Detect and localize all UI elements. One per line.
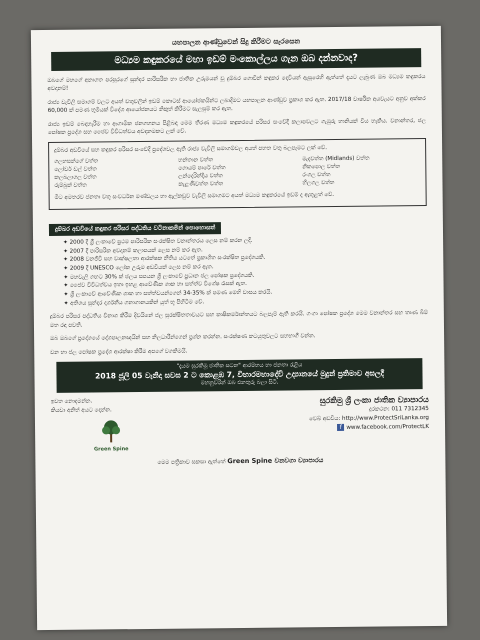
estate-item: රංගල වත්ත bbox=[302, 171, 331, 179]
list-item: ✦ 2008 වනජීවී සහ වෘක්ෂලතා ආරක්ෂක නීතිය යටතේ ප්‍රකාශිත සංරක්ෂිත ප්‍රදේශයකි. bbox=[63, 252, 427, 264]
intro-paragraph: රාජ්‍ය ඉඩම් බෙදාහැරීම හා ආගාමික ජනගහනය පිළිබඳ මෙම තීරණ මධ්‍යම කඳුකරයේ පරිසර සංවේදී කලාපවලට ගැඹුරු හානියක් විය හැකිය. වනාන්තර, ජල පෝෂක ප්‍රදේශ සහ ජෛව විවිධත්වය අවදානමකට ලක් වේ. bbox=[47, 117, 426, 136]
body-paragraph: දුම්බර පරිසර පද්ධතිය විනාශ කිරීම දිවයිනේ ජල සුරක්ෂිතතාවයට සහ කෘෂිකර්මාන්තයට බලපෑම් ඇති කරයි. ගංගා පෝෂක ප්‍රදේශ මෙම වනාන්තර සහ තෘණ බිම් මත රඳා පවතී. bbox=[49, 310, 428, 329]
website-link[interactable]: වෙබ් අඩවිය: http://www.ProtectSriLanka.org bbox=[309, 414, 429, 423]
footer-left bbox=[51, 398, 172, 455]
tree-icon bbox=[98, 418, 124, 444]
estate-item: රුම්බුක් වත්ත bbox=[54, 182, 87, 189]
footer-note: කියවා අනිත් අයට දෙන්න. bbox=[50, 407, 112, 414]
estate-item: කැළණිවත්ත වත්ත bbox=[178, 180, 224, 188]
section-heading: දුම්බර අඩවියේ කඳුකර පරිසර පද්ධතිය වටිනාකමින් පොහොසත් bbox=[49, 222, 221, 236]
organization-name: සුරකිමු ශ්‍රී ලංකා ජාතික ව්‍යාපාරය bbox=[319, 394, 429, 406]
green-spine-logo bbox=[51, 418, 171, 453]
facebook-icon: f bbox=[337, 424, 344, 431]
leaflet-subtitle: යහපාලන ආණ්ඩුවෙන් සිදු කිරීමට සැරසෙන bbox=[171, 37, 301, 47]
event-line: "දැයම සුරකිමු ජාතික සටන" ආරම්භය හා ජනතා රැළිය bbox=[176, 362, 303, 370]
event-banner bbox=[56, 358, 422, 393]
list-item: ✦ ශ්‍රී ලංකාවේ ආවේණික ශාක හා සත්ත්වයන්ගෙන් 34-35% ක් පමණ මෙහි වාසය කරයි. bbox=[64, 287, 428, 299]
list-item: ✦ 2007 දී පාරිසරික අවදානම් කලාපයක් ලෙස නම් කර ඇත. bbox=[63, 244, 427, 256]
estates-note: මීට අමතරව ජනතා වතු සංවර්ධන මණ්ඩලය හා ඇල්කඩුව වැවිලි සමාගමට අයත් මධ්‍යම කඳුකරයේ ඉඩම් ද ඇතුළත් වේ. bbox=[54, 191, 335, 201]
intro-paragraph: ඔබගේ මහගේ අනාගත පරපුරගේ සුන්දර පාරිසරික හා ජාතික උරුමයන් වූ දුම්බර ගොවින් කඳුකර දෙවියන් ඇසුරෙහි ඇත්තේ දැයට ලැබුණ ඔබ මධ්‍යම කඳුකරය අවදානම්! bbox=[47, 74, 426, 93]
facebook-url: www.facebook.com/ProtectLK bbox=[346, 423, 430, 431]
leaflet bbox=[31, 26, 447, 630]
list-item: ✦ ජෛව විවිධත්වය ඉතා ඉහළ ආවේණික ශාක හා සත්ත්ව විශේෂ රැසක් ඇත. bbox=[64, 278, 428, 290]
list-item: ✦ 2009 දී UNESCO ලෝක උරුම අඩවියක් ලෙස නම් කර ඇත. bbox=[63, 261, 427, 273]
list-item: ✦ 2000 දී ශ්‍රී ලංකාවේ ප්‍රථම පාරිසරික සංරක්ෂිත වනාන්තරය ලෙස නම් කරන ලදී. bbox=[63, 235, 427, 247]
estate-item: ගොයම් පාරේ වත්ත bbox=[178, 164, 226, 172]
intro-paragraph: රාජ්‍ය වැවිලි සමාගම් වලට අයත් වතුවලින් ඉඩම් කොටස් ආයෝජකයින්ට ලබාදීමට යහපාලන ආණ්ඩුව ප්‍රකාශ කර ඇත. 2017/18 වාර්ෂික අයවැයට අනුව අක්කර 60,000 ක් පමණ භූමියක් විදේශ ආයෝජනයට නිකුත් කිරීමට සැලසුම් කර ඇත. bbox=[47, 95, 426, 115]
footer bbox=[51, 395, 430, 455]
estate-item: ලන්දෙරින්දිය වත්ත bbox=[178, 172, 223, 180]
body-paragraph: වන හා ජල පෝෂක ප්‍රදේශ ආරක්ෂා කිරීම අපගේ වගකීමයි. bbox=[50, 348, 188, 356]
list-item: ✦ අතිශය සුන්දර දර්ශනීය ගනාගානයකින් යුත් භූ පිහිටීම වේ. bbox=[64, 296, 428, 308]
estate-item: හිලගල වත්ත bbox=[302, 179, 335, 187]
value-points bbox=[49, 235, 428, 308]
estate-item: ලෝවර් ඩල් වත්ත bbox=[54, 166, 97, 173]
prepared-by-brand: Green Spine වනවගා ව්‍යාපාරය bbox=[227, 456, 324, 466]
estate-item: ගලහසන්ගේ වත්ත bbox=[54, 158, 99, 165]
prepared-by-prefix: මෙම පත්‍රිකාව සකසා ඇත්තේ bbox=[157, 459, 226, 466]
estates-box bbox=[48, 138, 427, 210]
phone-number: දුරකථන: 011 7312345 bbox=[369, 405, 429, 413]
estate-item: හන්තාන වත්ත bbox=[178, 156, 214, 164]
prepared-by bbox=[51, 455, 429, 468]
footer-note: ඉවත නොදමන්න. bbox=[50, 398, 93, 405]
estate-item: කලබලාගල වත්ත bbox=[54, 174, 97, 181]
facebook-link[interactable] bbox=[309, 423, 429, 433]
estate-item: මැදවත්ත (Midlands) වත්ත bbox=[302, 155, 370, 163]
estate-item: නිකපොල වත්ත bbox=[302, 163, 341, 171]
event-date: 2018 ජූලි 05 වැනිදා සවස 2 ට කොළඹ 7, විහාරමහාදේවි උද්‍යානයේ මුදුන් ප්‍රතිමාව අසලදී bbox=[95, 368, 384, 381]
logo-text: Green Spine bbox=[93, 446, 129, 453]
leaflet-title: මධ්‍යම කඳුකරයේ මහා ඉඩම් මංකොල්ලය ගැන ඔබ දන්නවාද? bbox=[51, 48, 421, 71]
footer-right bbox=[309, 395, 429, 433]
estates-intro: දුම්බර අඩවියේ සහ කඳුකර පරිසර සංවේදී ප්‍රදේශවල ඇති රාජ්‍ය වැවිලි සමාගම්වල අයත් පහත වතු බලපෑමට ලක් වේ. bbox=[54, 145, 328, 155]
estates-list bbox=[54, 155, 420, 190]
event-line: මහනුවරින් ඔබ එනතුරු බලා සිටී. bbox=[200, 379, 279, 387]
list-item: ✦ මහවැලි ගඟට 30% ක් ජලය සපයන ශ්‍රී ලංකාවේ ප්‍රධාන ජල පෝෂක ප්‍රදේශයකි. bbox=[63, 270, 427, 282]
body-paragraph: ඔබ ඔබගේ ප්‍රදේශයේ දේශපාලනඥයින් සහ නිලධාරීන්ගෙන් ප්‍රශ්න කරන්න. සංරක්ෂණ කටයුතුවලට සහභාගී වන්න. bbox=[50, 333, 316, 343]
